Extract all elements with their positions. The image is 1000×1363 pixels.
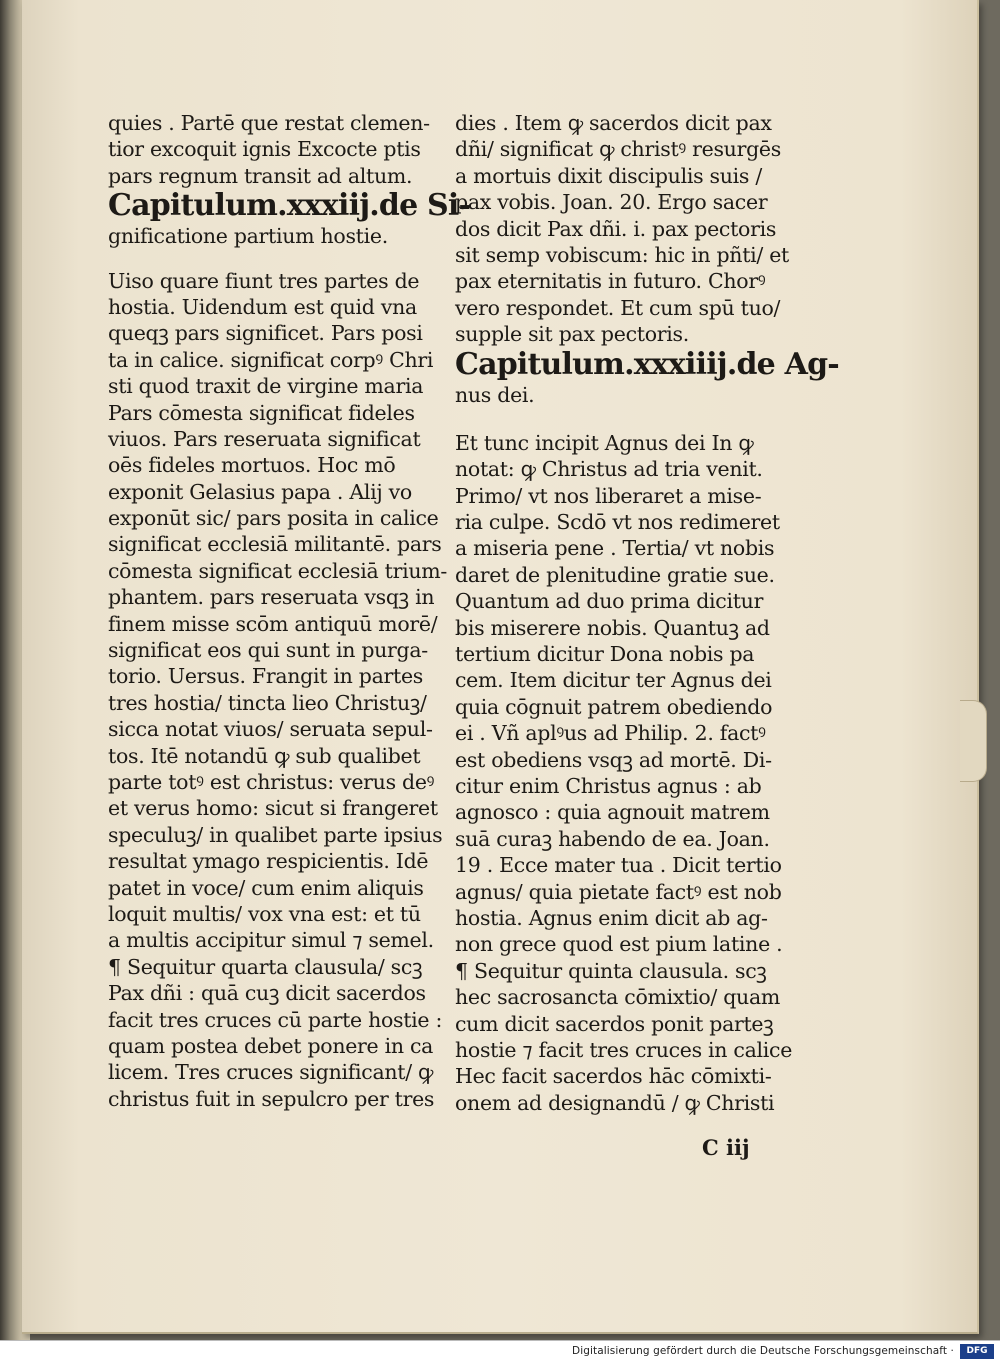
text-line: quam postea debet ponere in ca xyxy=(108,1033,434,1058)
text-line: pax vobis. Joan. 20. Ergo sacer xyxy=(455,190,768,215)
text-line: Et tunc incipit Agnus dei In ꝙ xyxy=(455,430,754,455)
dfg-logo: DFG xyxy=(960,1344,994,1359)
text-line: notat: ꝙ Christus ad tria venit. xyxy=(455,457,763,482)
chapter-heading: Capitulum.xxxiiij.de Ag- xyxy=(455,346,839,382)
text-line: 19 . Ecce mater tua . Dicit tertio xyxy=(455,853,782,878)
text-line: quia cōgnuit patrem obediendo xyxy=(455,694,773,719)
text-line: queqꝫ pars significet. Pars posi xyxy=(108,321,423,346)
text-line: licem. Tres cruces significant/ ꝙ xyxy=(108,1060,434,1085)
text-line: ria culpe. Scdō vt nos redimeret xyxy=(455,510,780,535)
text-line: speculuꝫ/ in qualibet parte ipsius xyxy=(108,822,443,847)
text-line: est obediens vsqꝫ ad mortē. Di- xyxy=(455,747,772,772)
text-line: bis miserere nobis. Quantuꝫ ad xyxy=(455,615,770,640)
text-line: Uiso quare fiunt tres partes de xyxy=(108,268,420,293)
text-line: cōmesta significat ecclesiā trium- xyxy=(108,558,448,583)
text-line: tres hostia/ tincta lieo Christuꝫ/ xyxy=(108,690,427,715)
text-line: patet in voce/ cum enim aliquis xyxy=(108,875,424,900)
text-line: et verus homo: sicut si frangeret xyxy=(108,796,438,821)
text-line: a mortuis dixit discipulis suis / xyxy=(455,163,762,188)
text-line: loquit multis/ vox vna est: et tū xyxy=(108,901,421,926)
text-line: cum dicit sacerdos ponit parteꝫ xyxy=(455,1011,774,1036)
page-edge-tab xyxy=(960,700,987,782)
text-line: hec sacrosancta cōmixtio/ quam xyxy=(455,985,781,1010)
text-line: ei . Vñ aplꝰus ad Philip. 2. factꝰ xyxy=(455,721,766,746)
text-line: supple sit pax pectoris. xyxy=(455,322,689,347)
text-line: nus dei. xyxy=(455,382,535,407)
signature-mark: C iij xyxy=(702,1135,750,1160)
text-line: vero respondet. Et cum spū tuo/ xyxy=(455,295,781,320)
chapter-heading: Capitulum.xxxiij.de Si- xyxy=(108,188,471,224)
text-line: daret de plenitudine gratie sue. xyxy=(455,562,775,587)
text-line: finem misse scōm antiquū morē/ xyxy=(108,611,438,636)
text-line: facit tres cruces cū parte hostie : xyxy=(108,1007,443,1032)
text-line: ¶ Sequitur quarta clausula/ scꝫ xyxy=(108,954,423,979)
text-line: exponit Gelasius papa . Alij vo xyxy=(108,479,412,504)
text-line: agnus/ quia pietate factꝰ est nob xyxy=(455,879,782,904)
text-line: Hec facit sacerdos hāc cōmixti- xyxy=(455,1064,772,1089)
paragraph-gap xyxy=(108,250,428,268)
footer-credit: Digitalisierung gefördert durch die Deutsche Forschungsgemeinschaft · xyxy=(572,1345,954,1357)
text-line: onem ad designandū / ꝙ Christi xyxy=(455,1090,775,1115)
text-line: significat eos qui sunt in purga- xyxy=(108,638,428,663)
text-line: non grece quod est pium latine . xyxy=(455,932,783,957)
text-line: pars regnum transit ad altum. xyxy=(108,163,413,188)
text-line: oēs fideles mortuos. Hoc mō xyxy=(108,453,396,478)
text-line: ta in calice. significat corpꝰ Chri xyxy=(108,347,434,372)
text-line: suā curaꝫ habendo de ea. Joan. xyxy=(455,826,770,851)
text-line: resultat ymago respicientis. Idē xyxy=(108,849,429,874)
text-line: pax eternitatis in futuro. Chorꝰ xyxy=(455,269,766,294)
text-line: dos dicit Pax dñi. i. pax pectoris xyxy=(455,216,777,241)
text-line: gnificatione partium hostie. xyxy=(108,224,388,249)
paragraph-gap xyxy=(455,408,773,430)
text-line: viuos. Pars reseruata significat xyxy=(108,426,421,451)
text-line: cem. Item dicitur ter Agnus dei xyxy=(455,668,772,693)
text-line: significat ecclesiā militantē. pars xyxy=(108,532,442,557)
text-line: phantem. pars reseruata vsqꝫ in xyxy=(108,585,435,610)
text-line: hostia. Uidendum est quid vna xyxy=(108,294,417,319)
text-line: Pax dñi : quā cuꝫ dicit sacerdos xyxy=(108,981,426,1006)
text-line: hostie ⁊ facit tres cruces in calice xyxy=(455,1037,793,1062)
text-line: Primo/ vt nos liberaret a mise- xyxy=(455,483,762,508)
text-line: parte totꝰ est christus: verus deꝰ xyxy=(108,769,435,794)
text-line: christus fuit in sepulcro per tres xyxy=(108,1086,435,1111)
text-line: a miseria pene . Tertia/ vt nobis xyxy=(455,536,775,561)
text-column-right xyxy=(455,110,839,1116)
text-line: sicca notat viuos/ seruata sepul- xyxy=(108,717,433,742)
footer-bar xyxy=(0,1340,1000,1363)
text-line: tos. Itē notandū ꝙ sub qualibet xyxy=(108,743,421,768)
text-column-left xyxy=(108,110,471,1112)
text-line: sti quod traxit de virgine maria xyxy=(108,374,424,399)
text-line: tior excoquit ignis Excocte ptis xyxy=(108,137,421,162)
text-line: tertium dicitur Dona nobis pa xyxy=(455,642,755,667)
text-line: dies . Item ꝙ sacerdos dicit pax xyxy=(455,111,772,135)
text-line: torio. Uersus. Frangit in partes xyxy=(108,664,424,689)
text-line: sit semp vobiscum: hic in pñti/ et xyxy=(455,242,789,267)
text-line: ¶ Sequitur quinta clausula. scꝫ xyxy=(455,958,767,983)
text-line: Pars cōmesta significat fideles xyxy=(108,400,415,425)
text-line: exponūt sic/ pars posita in calice xyxy=(108,506,439,531)
text-line: citur enim Christus agnus : ab xyxy=(455,773,762,798)
text-line: hostia. Agnus enim dicit ab ag- xyxy=(455,905,768,930)
text-line: a multis accipitur simul ⁊ semel. xyxy=(108,928,434,953)
text-line: agnosco : quia agnouit matrem xyxy=(455,800,770,825)
text-line: quies . Partē que restat clemen- xyxy=(108,111,430,135)
text-line: Quantum ad duo prima dicitur xyxy=(455,589,764,614)
text-line: dñi/ significat ꝙ christꝰ resurgēs xyxy=(455,137,781,162)
